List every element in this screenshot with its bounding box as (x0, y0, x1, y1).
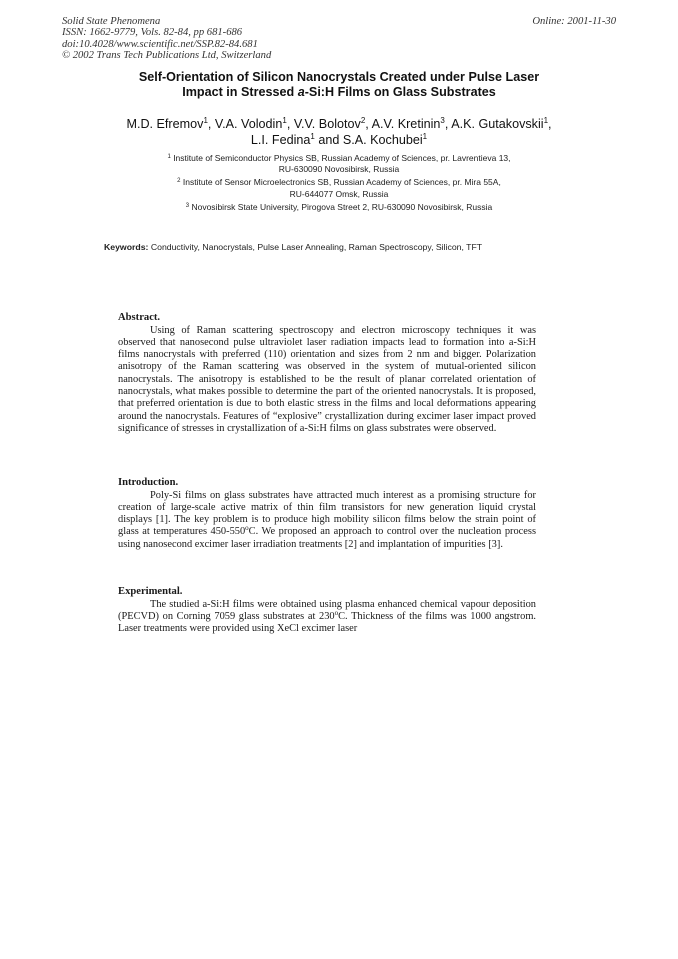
affiliation-list (80, 153, 598, 215)
author-affil-mark: 1 (543, 116, 549, 125)
author-affil-mark: 2 (360, 116, 366, 125)
author-line-1 (60, 116, 618, 132)
affiliation-text: Institute of Sensor Microelectronics SB, Russian Academy of Sciences, pr. Mira 55A, (182, 177, 501, 188)
author-name: M.D. Efremov (126, 117, 204, 131)
author-name: L.I. Fedina (250, 133, 311, 147)
introduction-text (118, 490, 536, 551)
affiliation-text: RU-644077 Omsk, Russia (289, 188, 389, 199)
author-affil-mark: 3 (440, 116, 445, 125)
author-affil-mark: 1 (203, 116, 208, 125)
experimental-heading: Experimental. (118, 586, 183, 597)
author-name: A.K. Gutakovskii (451, 117, 544, 131)
author-separator: , (286, 117, 294, 131)
paragraph-text: The studied a-Si:H films were obtained using plasma enhanced chemical vapour deposition (PECVD) on Corning 7059 glass substrates at 230 (118, 598, 536, 622)
affiliation-mark: 2 (177, 178, 181, 185)
author-separator: , (444, 117, 452, 131)
introduction-heading: Introduction. (118, 477, 179, 488)
degree-mark: o (245, 524, 249, 533)
author-list (60, 116, 618, 148)
paragraph-text: C. We proposed an approach to control over the nucleation process using nanosecond excimer laser irradiation treatments [2] and implantation of impurities [3]. (118, 526, 536, 550)
copyright-line: © 2002 Trans Tech Publications Ltd, Switzerland (62, 50, 272, 62)
author-affil-mark: 1 (282, 116, 287, 125)
title-line-2 (60, 85, 618, 100)
abstract-section (118, 312, 536, 435)
abstract-heading: Abstract. (118, 312, 161, 323)
keywords-text: Conductivity, Nanocrystals, Pulse Laser Annealing, Raman Spectroscopy, Silicon, TFT (148, 242, 483, 252)
affiliation-1 (80, 153, 598, 175)
abstract-text: Using of Raman scattering spectroscopy and electron microscopy techniques it was observed that nanosecond pulse ultraviolet laser radiation impacts lead to formation into a-Si:H films nanocrystals with preferred (110) orientation and sizes from 2 nm and bigger. Polarization anisotropy of the Raman scattering was observed in the system of mutual-oriented silicon nanocrystals. The anisotropy is established to be the result of planar correlated orientation of nanocrystals, what makes possible to determine the part of the oriented nanocrystals. It is proposed, that preferred orientation is due to both elastic stress in the films and local deformations appearing around the nanocrystals. Features of “explosive” crystallization during excimer laser impact proved significance of stresses in crystallization of a-Si:H films on glass substrates were observed. (118, 324, 536, 434)
title-text: -Si:H Films on Glass Substrates (304, 85, 496, 100)
author-affil-mark: 1 (310, 132, 315, 141)
doi-line[interactable]: doi:10.4028/www.scientific.net/SSP.82-84.681 (62, 38, 258, 50)
affiliation-text: Novosibirsk State University, Pirogova Street 2, RU-630090 Novosibirsk, Russia (191, 201, 493, 212)
journal-name: Solid State Phenomena (62, 16, 161, 27)
author-affil-mark: 1 (422, 132, 428, 141)
author-separator: and (314, 133, 343, 147)
keywords-label: Keywords: (104, 242, 149, 252)
experimental-text (118, 599, 536, 636)
experimental-section (118, 586, 536, 635)
paragraph-text: C. Thickness of the films was 1000 angstrom. Laser treatments were provided using XeCl excimer laser (118, 610, 537, 635)
author-separator: , (365, 117, 372, 131)
author-separator: , (207, 117, 215, 131)
journal-header (62, 16, 442, 62)
author-name: V.A. Volodin (214, 117, 283, 131)
affiliation-2 (80, 177, 598, 199)
degree-mark: o (334, 608, 339, 617)
introduction-section (118, 477, 536, 551)
affiliation-text: RU-630090 Novosibirsk, Russia (278, 164, 400, 175)
online-date: Online: 2001-11-30 (532, 16, 616, 27)
keywords-line (104, 242, 584, 253)
author-name: S.A. Kochubei (342, 133, 423, 147)
affiliation-mark: 3 (185, 202, 190, 209)
author-name: A.V. Kretinin (371, 117, 441, 131)
paragraph-text: Poly-Si films on glass substrates have attracted much interest as a promising structure for creation of large-scale active matrix of thin film transistors for new generation liquid crystal displays [1]. The key problem is to produce high mobility silicon films below the strain point of glass at temperatures 450-550 (118, 489, 536, 538)
title-line-1: Self-Orientation of Silicon Nanocrystals Created under Pulse Laser (138, 70, 540, 84)
issn-line: ISSN: 1662-9779, Vols. 82-84, pp 681-686 (62, 27, 243, 39)
affiliation-3 (80, 202, 598, 213)
author-separator: , (548, 117, 552, 131)
affiliation-text: Institute of Semiconductor Physics SB, Russian Academy of Sciences, pr. Lavrentieva 13, (173, 153, 511, 163)
affiliation-mark: 1 (167, 154, 171, 160)
author-line-2 (60, 132, 618, 148)
title-italic: a (297, 85, 305, 100)
paper-title (60, 70, 618, 101)
author-name: V.V. Bolotov (293, 117, 361, 131)
title-text: Impact in Stressed (182, 85, 298, 100)
